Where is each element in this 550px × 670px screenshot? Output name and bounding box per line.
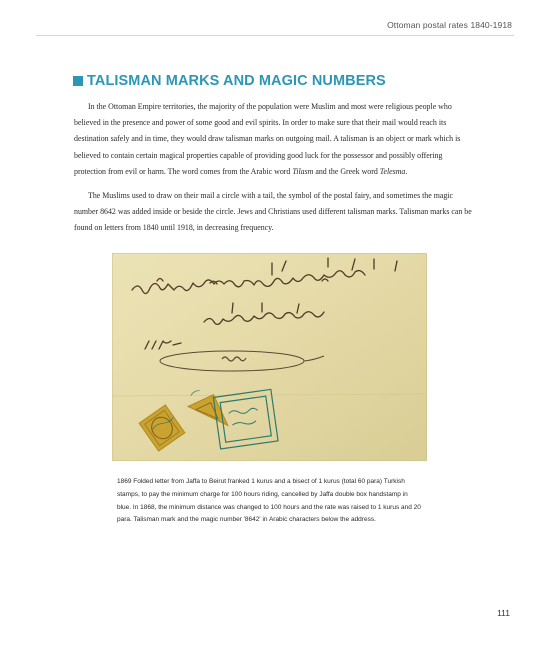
- section-heading: [73, 73, 386, 89]
- p1-word-tilasm: Tilasm: [292, 166, 314, 176]
- body-paragraph-1: [74, 99, 474, 180]
- section-title: TALISMAN MARKS AND MAGIC NUMBERS: [87, 73, 386, 89]
- letter-photo: [112, 253, 427, 461]
- p1-text-mid: and the Greek word: [313, 166, 380, 176]
- body-paragraph-2: The Muslims used to draw on their mail a circle with a tail, the symbol of the postal fairy, and sometimes the magic number 8642 was added inside or beside the circle. Jews and Christians used different talisman marks. Talisman marks can be found on letters from 1840 until 1918, in decreasing frequency.: [74, 191, 472, 233]
- header-rule: [36, 35, 514, 36]
- figure-caption: 1869 Folded letter from Jaffa to Beirut franked 1 kurus and a bisect of 1 kurus (total 60 para) Turkish stamps, to pay the minimum charge for 100 hours riding, cancelled by Jaffa double box handstamp in blue. In 1868, the minimum distance was changed to 100 hours and the rate was raised to 1 kurus and 20 para. Talisman mark and the magic number '8642' in Arabic characters below the address.: [117, 478, 421, 524]
- p1-text: In the Ottoman Empire territories, the majority of the population were Muslim and most were religious people who believed in the presence and power of some good and evil spirits. In order to make sure that their mail would reach its destination safely and in time, they would draw talisman marks on outgoing mail. A talisman is an object or mark which is believed to contain certain magical properties capable of providing good luck for the possessor and possibly offering protection from evil or harm. The word comes from the Arabic word: [74, 102, 461, 176]
- p1-text-end: .: [405, 166, 408, 176]
- p1-word-telesma: Telesma: [379, 166, 406, 176]
- page-number: 111: [497, 608, 510, 618]
- folded-letter-image: [112, 253, 427, 461]
- heading-square-icon: [73, 76, 83, 86]
- running-head: Ottoman postal rates 1840-1918: [387, 20, 512, 30]
